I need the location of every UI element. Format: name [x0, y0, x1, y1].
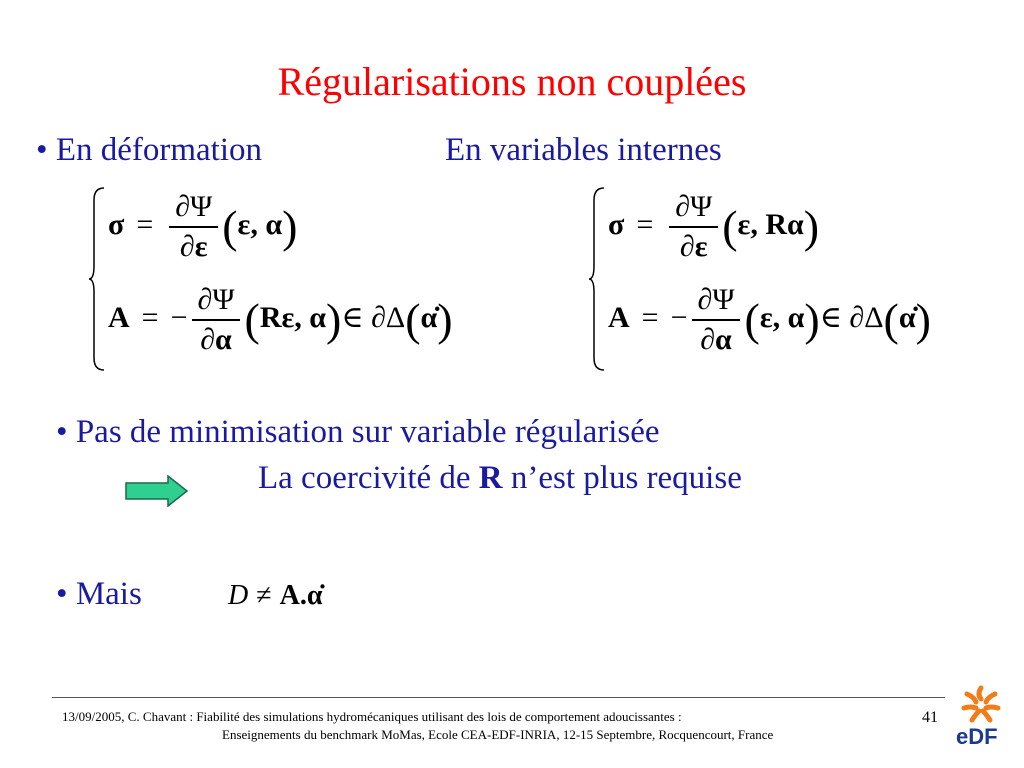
edf-logo — [956, 684, 1006, 758]
page-number: 41 — [922, 709, 938, 726]
bullet-2-conclusion: La coercivité de R n’est plus requise — [258, 460, 742, 496]
bullet-dot: • — [56, 576, 76, 612]
equation-A-left: A = − $\frac{\partial\Psi}{\partial\alpha}$ (Rε, α)∈ ∂Δ(α̇) — [108, 283, 453, 356]
bullet-3-label: Mais — [75, 576, 142, 612]
equation-A-right: A = − $\frac{\partial\Psi}{\partial\alpha}$ (ε, α)∈ ∂Δ(α̇) — [608, 283, 931, 356]
slide-title: Régularisations non couplées — [277, 59, 747, 104]
bullet-1 — [36, 132, 262, 169]
bullet-1-label: En déformation — [55, 132, 262, 168]
equation-sigma-right: σ = $\frac{\partial\Psi}{\partial\varepsilon}$ (ε, Rα) — [608, 190, 820, 263]
footer-citation-line-1: 13/09/2005, C. Chavant : Fiabilité des simulations hydromécaniques utilisant des lois de comportement adoucissantes : — [62, 709, 682, 724]
equation-sigma-left: σ = $\frac{\partial\Psi}{\partial\varepsilon}$ (ε, α) — [108, 190, 298, 263]
footer-divider — [52, 697, 945, 698]
right-brace-icon — [588, 186, 606, 372]
equation-mais: D ≠ A.α̇ — [228, 580, 323, 611]
footer-citation-line-2: Enseignements du benchmark MoMas, Ecole CEA-EDF-INRIA, 12-15 Septembre, Rocquencourt, France — [222, 727, 774, 742]
bullet-3 — [56, 576, 142, 613]
bullet-2 — [56, 414, 660, 451]
bullet-1-right-label: En variables internes — [445, 132, 722, 168]
bullet-dot: • — [56, 414, 76, 450]
left-brace-icon — [88, 186, 106, 372]
edf-logo-text: eDF — [956, 724, 998, 749]
right-arrow-icon — [124, 475, 190, 507]
equation-system-right — [588, 186, 968, 372]
bullet-dot: • — [36, 132, 56, 168]
equation-system-left — [88, 186, 468, 372]
edf-sun-icon — [960, 684, 1002, 724]
bullet-2-text: Pas de minimisation sur variable régularisée — [75, 414, 660, 450]
